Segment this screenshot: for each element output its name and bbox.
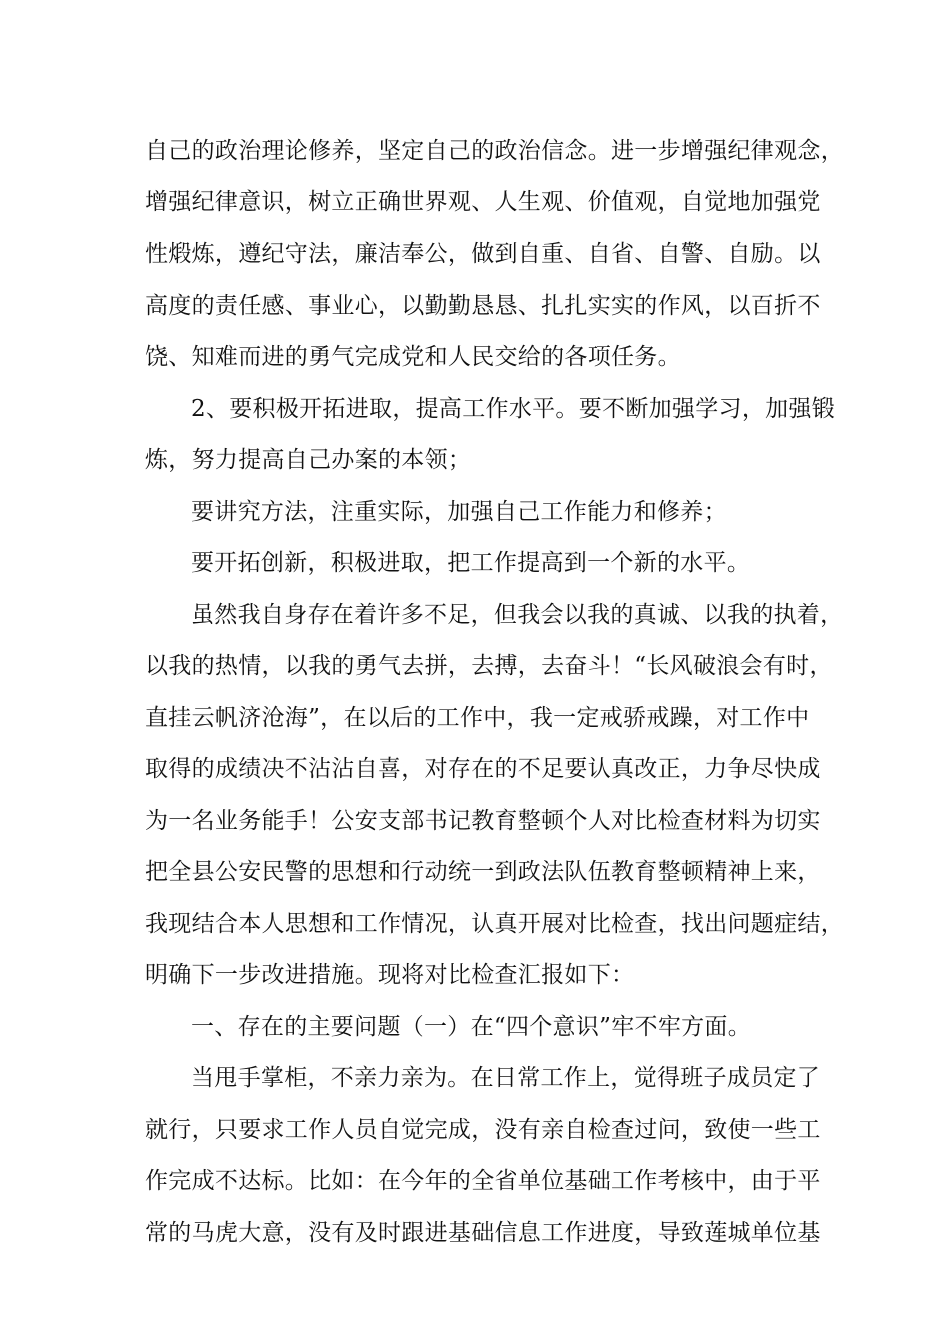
paragraph-start-line: 2、要积极开拓进取，提高工作水平。要不断加强学习，加强锻 — [191, 396, 836, 422]
text-line: 取得的成绩决不沾沾自喜，对存在的不足要认真改正，力争尽快成 — [145, 756, 821, 782]
paragraph-start-line: 要讲究方法，注重实际，加强自己工作能力和修养； — [191, 499, 727, 525]
text-line: 以我的热情，以我的勇气去拼，去搏，去奋斗！“长风破浪会有时， — [145, 653, 833, 679]
text-line: 饶、知难而进的勇气完成党和人民交给的各项任务。 — [145, 344, 681, 370]
paragraph-start-line: 当甩手掌柜，不亲力亲为。在日常工作上，觉得班子成员定了 — [191, 1065, 821, 1091]
text-line: 作完成不达标。比如：在今年的全省单位基础工作考核中，由于平 — [145, 1168, 821, 1194]
text-line: 把全县公安民警的思想和行动统一到政法队伍教育整顿精神上来， — [145, 859, 821, 885]
text-line: 直挂云帆济沧海”，在以后的工作中，我一定戒骄戒躁，对工作中 — [145, 705, 810, 731]
text-line: 我现结合本人思想和工作情况，认真开展对比检查，找出问题症结， — [145, 911, 844, 937]
text-line: 为一名业务能手！公安支部书记教育整顿个人对比检查材料为切实 — [145, 808, 821, 834]
text-line: 常的马虎大意，没有及时跟进基础信息工作进度，导致莲城单位基 — [145, 1220, 821, 1246]
text-line: 明确下一步改进措施。现将对比检查汇报如下： — [145, 962, 635, 988]
paragraph-start-line: 虽然我自身存在着许多不足，但我会以我的真诚、以我的执着， — [191, 602, 844, 628]
text-line: 高度的责任感、事业心，以勤勤恳恳、扎扎实实的作风，以百折不 — [145, 293, 821, 319]
text-line: 就行，只要求工作人员自觉完成，没有亲自检查过问，致使一些工 — [145, 1117, 821, 1143]
text-line: 性煅炼，遵纪守法，廉洁奉公，做到自重、自省、自警、自励。以 — [145, 241, 821, 267]
text-line: 炼，努力提高自己办案的本领； — [145, 447, 472, 473]
section-heading-line: 一、存在的主要问题（一）在“四个意识”牢不牢方面。 — [191, 1014, 752, 1040]
text-line: 自己的政治理论修养，坚定自己的政治信念。进一步增强纪律观念， — [145, 138, 844, 164]
text-line: 增强纪律意识，树立正确世界观、人生观、价值观，自觉地加强党 — [145, 189, 821, 215]
paragraph-start-line: 要开拓创新，积极进取，把工作提高到一个新的水平。 — [191, 550, 751, 576]
